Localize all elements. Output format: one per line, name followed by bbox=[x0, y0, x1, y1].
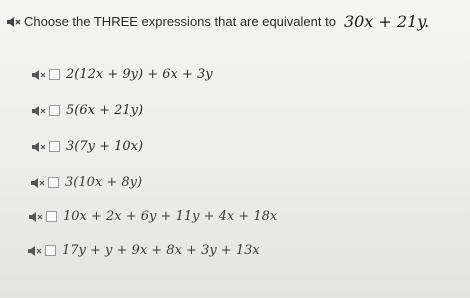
question-header bbox=[6, 12, 468, 31]
answer-option[interactable] bbox=[31, 103, 143, 118]
option-checkbox[interactable] bbox=[46, 211, 57, 222]
speaker-icon[interactable] bbox=[31, 69, 46, 81]
option-expression: 5(6x + 21y) bbox=[66, 103, 144, 118]
option-checkbox[interactable] bbox=[49, 69, 60, 80]
option-expression: 17y + y + 9x + 8x + 3y + 13x bbox=[62, 243, 260, 258]
option-expression: 10x + 2x + 6y + 11y + 4x + 18x bbox=[63, 209, 278, 224]
target-expression: 30x + 21y. bbox=[343, 12, 430, 31]
option-expression: 3(10x + 8y) bbox=[65, 175, 143, 190]
answer-option[interactable] bbox=[30, 175, 142, 190]
answer-option[interactable] bbox=[28, 209, 277, 224]
speaker-icon[interactable] bbox=[27, 245, 42, 257]
question-prompt: Choose the THREE expressions that are equivalent to bbox=[24, 14, 336, 29]
option-checkbox[interactable] bbox=[45, 245, 56, 256]
speaker-icon[interactable] bbox=[6, 16, 21, 28]
option-expression: 3(7y + 10x) bbox=[66, 139, 144, 154]
option-checkbox[interactable] bbox=[49, 105, 60, 116]
option-expression: 2(12x + 9y) + 6x + 3y bbox=[66, 67, 213, 82]
answer-option[interactable] bbox=[27, 243, 260, 258]
speaker-icon[interactable] bbox=[28, 211, 43, 223]
speaker-icon[interactable] bbox=[30, 177, 45, 189]
speaker-icon[interactable] bbox=[31, 141, 46, 153]
option-checkbox[interactable] bbox=[48, 177, 59, 188]
answer-option[interactable] bbox=[31, 67, 213, 82]
answer-option[interactable] bbox=[31, 139, 143, 154]
option-checkbox[interactable] bbox=[49, 141, 60, 152]
speaker-icon[interactable] bbox=[31, 105, 46, 117]
